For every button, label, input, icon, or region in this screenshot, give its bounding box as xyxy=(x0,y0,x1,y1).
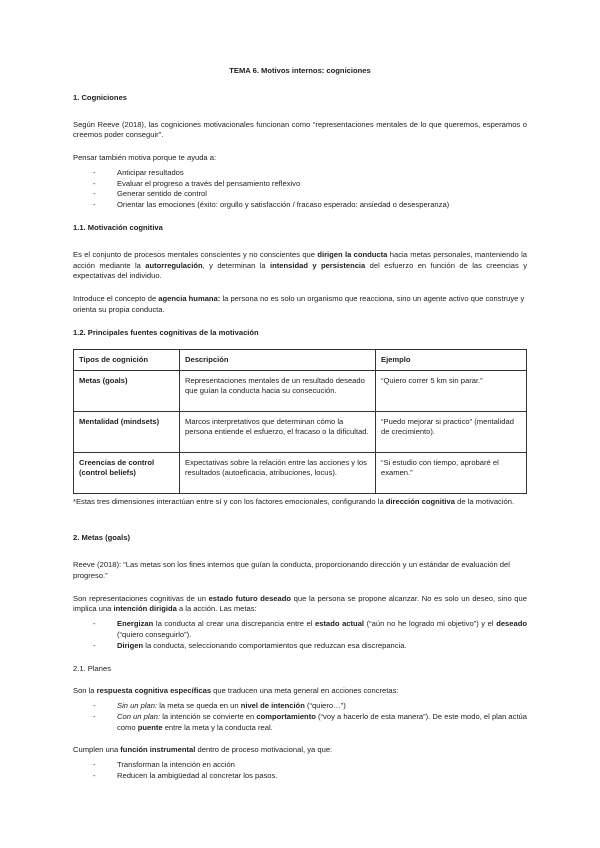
table-cell: “Si estudio con tiempo, aprobaré el examen.” xyxy=(376,452,527,493)
text: la conducta, seleccionando comportamientos que reduzcan esa discrepancia. xyxy=(143,640,407,650)
emphasis: autorregulación xyxy=(145,260,203,270)
text: que la persona se propone alcanzar. No es solo un deseo, sino que implica una xyxy=(73,593,527,614)
table-cell: Expectativas sobre la relación entre las acciones y los resultados (autoeficacia, atribuciones, locus). xyxy=(180,452,376,493)
emphasis: intensidad y persistencia xyxy=(269,260,366,270)
paragraph xyxy=(73,294,527,316)
table-cell: Representaciones mentales de un resultado deseado que guían la conducta hacia su consecución. xyxy=(180,370,376,411)
emphasis: dirección cognitiva xyxy=(385,496,455,506)
text: Cumplen una xyxy=(73,745,121,755)
table-header-row xyxy=(74,349,527,370)
table-cell: Metas (goals) xyxy=(74,370,180,411)
cognition-table xyxy=(73,349,527,494)
list-item: - Generar sentido de control xyxy=(93,189,527,200)
text: Son la xyxy=(73,686,97,696)
list-item: - Transforman la intención en acción xyxy=(93,760,527,771)
table-cell: “Quiero correr 5 km sin parar.” xyxy=(376,370,527,411)
emphasis: estado futuro deseado xyxy=(208,593,292,603)
text: dentro de proceso motivacional, ya que: xyxy=(195,745,333,755)
table-footnote xyxy=(73,497,527,508)
column-header: Ejemplo xyxy=(376,349,527,370)
text: (“quiero conseguirlo”). xyxy=(117,629,192,639)
list-item: - Reducen la ambigüedad al concretar los pasos. xyxy=(93,771,527,782)
emphasis: intención dirigida xyxy=(113,604,177,614)
section-heading: 2. Metas (goals) xyxy=(73,533,130,543)
list-item xyxy=(93,619,527,641)
text: la intención se convierte en xyxy=(160,711,257,721)
paragraph: Reeve (2018): “Las metas son los fines internos que guían la conducta, proporcionando dirección y un estándar de evaluación del progreso.” xyxy=(73,560,510,580)
list-item: - Anticipar resultados xyxy=(93,168,527,179)
list-item xyxy=(93,641,527,652)
text: (“voy a hacerlo de esta manera”). De este modo, el plan actúa como xyxy=(117,711,527,732)
text: entre la meta y la conducta real. xyxy=(162,722,273,732)
table-cell: Creencias de control (control beliefs) xyxy=(74,452,180,493)
table-row xyxy=(74,370,527,411)
paragraph xyxy=(73,250,527,282)
subsection-heading: 1.1. Motivación cognitiva xyxy=(73,223,163,233)
list-item xyxy=(93,712,527,734)
emphasis: función instrumental xyxy=(120,745,196,755)
text: (“quiero…”) xyxy=(304,701,346,711)
text: que traducen una meta general en acciones concretas: xyxy=(211,686,399,696)
emphasis: agencia humana: xyxy=(158,294,221,304)
emphasis: dirigen la conducta xyxy=(317,249,388,259)
emphasis: Sin un plan: xyxy=(117,701,158,711)
paragraph: Según Reeve (2018), las cogniciones motivacionales funcionan como “representaciones mentales de lo que queremos, esperamos o creemos poder conseguir”. xyxy=(73,119,527,140)
paragraph xyxy=(73,686,527,697)
list-item: - Orientar las emociones (éxito: orgullo y satisfacción / fracaso esperado: ansiedad o desesperanza) xyxy=(93,200,527,211)
table-cell: Marcos interpretativos que determinan cómo la persona entiende el esfuerzo, el fracaso o la dificultad. xyxy=(180,411,376,452)
bullet-list xyxy=(73,760,527,782)
paragraph: Pensar también motiva porque te ayuda a: xyxy=(73,153,217,163)
emphasis: respuesta cognitiva específicas xyxy=(96,686,212,696)
emphasis: estado actual xyxy=(315,619,365,629)
emphasis: Dirigen xyxy=(117,640,144,650)
list-item xyxy=(93,701,527,712)
emphasis: comportamiento xyxy=(256,711,316,721)
bullet-list xyxy=(73,619,527,651)
bullet-list xyxy=(73,701,527,733)
table-cell: “Puedo mejorar si practico” (mentalidad de crecimiento). xyxy=(376,411,527,452)
text: Introduce el concepto de xyxy=(73,294,159,304)
subsection-heading: 1.2. Principales fuentes cognitivas de la motivación xyxy=(73,327,259,337)
column-header: Tipos de cognición xyxy=(74,349,180,370)
column-header: Descripción xyxy=(180,349,376,370)
text: Es el conjunto de procesos mentales conscientes y no conscientes que xyxy=(73,249,318,259)
table-cell: Mentalidad (mindsets) xyxy=(74,411,180,452)
list-item: - Evaluar el progreso a través del pensamiento reflexivo xyxy=(93,179,527,190)
paragraph xyxy=(73,745,527,756)
section-heading: 1. Cogniciones xyxy=(73,92,128,102)
text: Son representaciones cognitivas de un xyxy=(73,593,209,603)
text: del esfuerzo en función de las creencias y expectativas del individuo. xyxy=(73,260,527,281)
text: (“aún no he logrado mi objetivo”) y el xyxy=(364,619,497,629)
paragraph xyxy=(73,594,527,616)
document-title: TEMA 6. Motivos internos: cogniciones xyxy=(229,66,371,75)
text: *Estas tres dimensiones interactúan entre sí y con los factores emocionales, configurando la xyxy=(73,496,386,506)
text: de la motivación. xyxy=(455,496,515,506)
table-row xyxy=(74,411,527,452)
table-row xyxy=(74,452,527,493)
emphasis: Energizan xyxy=(117,619,154,629)
emphasis: nivel de intención xyxy=(240,701,305,711)
text: , y determinan la xyxy=(202,260,270,270)
emphasis: deseado xyxy=(496,619,527,629)
subsection-heading: 2.1. Planes xyxy=(73,663,111,673)
document-content xyxy=(73,66,527,794)
text: hacia metas personales, manteniendo la acción mediante la xyxy=(73,249,527,270)
bullet-list xyxy=(73,168,527,211)
emphasis: puente xyxy=(137,722,163,732)
emphasis: Con un plan: xyxy=(117,711,161,721)
text: la meta se queda en un xyxy=(157,701,241,711)
text: la conducta al crear una discrepancia entre el xyxy=(153,619,316,629)
text: a la acción. Las metas: xyxy=(176,604,257,614)
text: la persona no es solo un organismo que reacciona, sino un agente activo que construye y orienta su propia conducta. xyxy=(73,294,525,314)
